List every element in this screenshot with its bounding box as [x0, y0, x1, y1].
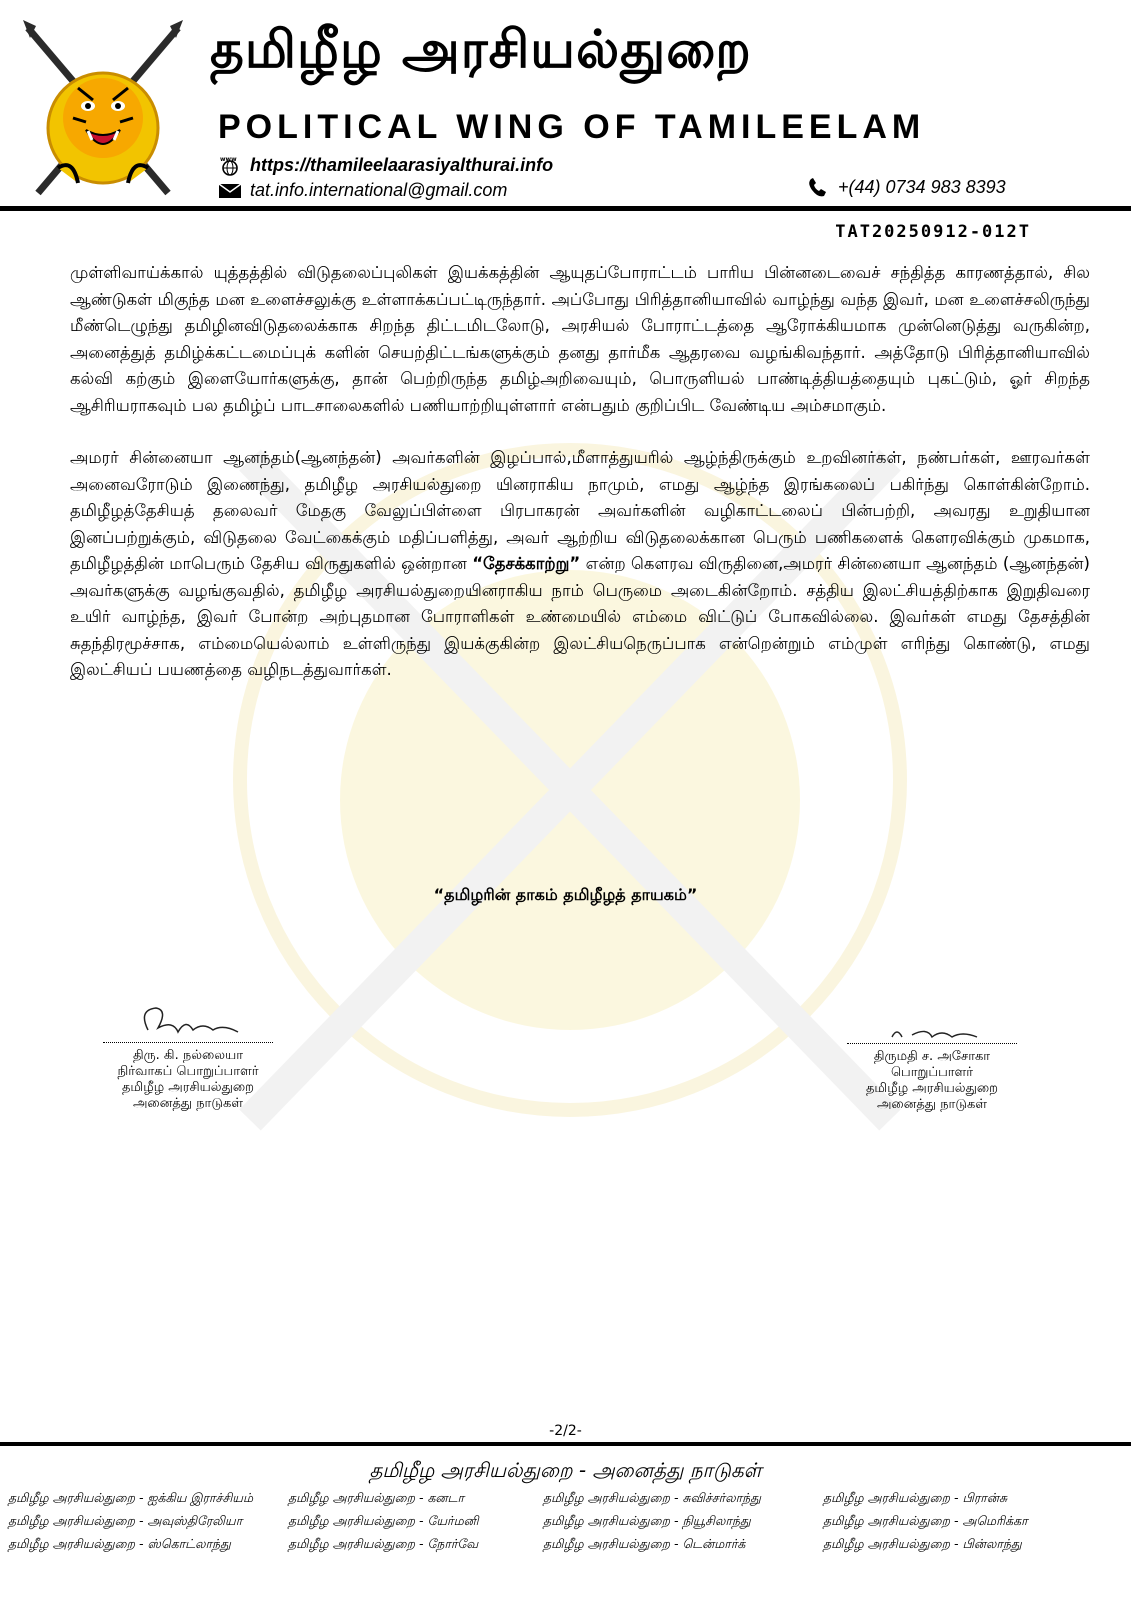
phone-icon — [806, 178, 830, 198]
handwritten-signature — [872, 1025, 992, 1043]
office-item: தமிழீழ அரசியல்துறை - நோர்வே — [288, 1536, 479, 1551]
signatory-name: திரு. கி. நல்லையா — [132, 1048, 244, 1063]
phone-link[interactable] — [806, 177, 1006, 198]
signatory-org: தமிழீழ அரசியல்துறை — [121, 1080, 255, 1095]
office-item: தமிழீழ அரசியல்துறை - அமெரிக்கா — [823, 1513, 1028, 1528]
body-paragraph-part: அமரர் சின்னையா ஆனந்தம்(ஆனந்தன்) அவர்களின் இழப்பால்,மீளாத்துயரில் ஆழ்ந்திருக்கும் உறவினர்கள், நண்பர்கள், ஊரவர்கள் அனைவரோடும் இணைந்து, தமிழீழ அரசியல்துறை யினராகிய நாமும், எமது ஆழ்ந்த இரங்கலைப் பகிர்ந்து கொள்கின்றோம். தமிழீழத்தேசியத் தலைவர் மேதகு வேலுப்பிள்ளை பிரபாகரன் அவர்களின் வழிகாட்டலைப் பின்பற்றி, அவரது உறுதியான இனப்பற்றுக்கும், விடுதலை வேட்கைக்கும் மதிப்பளித்து, அவர் ஆற்றிய விடுதலைக்கான பெரும் பணிகளைக் கௌரவிக்கும் முகமாக, தமிழீழத்தின் மாபெரும் தேசிய விருதுகளில் ஒன்றான — [70, 448, 1090, 573]
www-icon — [218, 156, 242, 176]
email-link[interactable] — [218, 180, 507, 201]
header-title-english: POLITICAL WING OF TAMILEELAM — [218, 108, 926, 146]
envelope-icon — [218, 181, 242, 201]
office-item: தமிழீழ அரசியல்துறை - அவுஸ்திரேலியா — [8, 1513, 243, 1528]
website-url: https://thamileelaarasiyalthurai.info — [250, 155, 554, 175]
body-paragraph: முள்ளிவாய்க்கால் யுத்தத்தில் விடுதலைப்புலிகள் இயக்கத்தின் ஆயுதப்போராட்டம் பாரிய பின்னடைவைச் சந்தித்த காரணத்தால், சில ஆண்டுகள் மிகுந்த மன உளைச்சலுக்கு உள்ளாக்கப்பட்டிருந்தார். அப்போது பிரித்தானியாவில் வாழ்ந்து வந்த இவர், மன உளைச்சலிருந்து மீண்டெழுந்து தமிழினவிடுதலைக்காக சிறந்த திட்டமிடலோடு, அரசியல் போராட்டத்தை ஆரோக்கியமாக முன்னெடுத்து வருகின்ற, அனைத்துத் தமிழ்க்கட்டமைப்புக் களின் செயற்திட்டங்களுக்கும் தனது தார்மீக ஆதரவை வழங்கிவந்தார். அத்தோடு பிரித்தானியாவில் கல்வி கற்கும் இளையோர்களுக்கு, தான் பெற்றிருந்த தமிழ்அறிவையும், பொருளியல் பாண்டித்தியத்தையும் புகட்டும், ஓர் சிறந்த ஆசிரியராகவும் பல தமிழ்ப் பாடசாலைகளில் பணியாற்றியுள்ளார் என்பதும் குறிப்பிட வேண்டிய அம்சமாகும். — [70, 263, 1090, 415]
footer-title: தமிழீழ அரசியல்துறை - அனைத்து நாடுகள் — [369, 1458, 762, 1482]
reference-number: TAT20250912-012T — [835, 222, 1031, 242]
page-number: -2/2- — [549, 1423, 582, 1439]
letter-body — [70, 260, 1090, 710]
office-item: தமிழீழ அரசியல்துறை - டென்மார்க் — [543, 1536, 746, 1551]
body-paragraph — [70, 445, 1090, 684]
footer-divider — [0, 1442, 1131, 1446]
phone-number: +(44) 0734 983 8393 — [838, 177, 1006, 197]
signatory-org: தமிழீழ அரசியல்துறை — [865, 1081, 999, 1096]
office-item: தமிழீழ அரசியல்துறை - பிரான்சு — [823, 1490, 1008, 1505]
email-address: tat.info.international@gmail.com — [250, 180, 508, 200]
signature-block-left — [78, 1000, 298, 1112]
signature-line — [847, 1043, 1017, 1045]
office-item: தமிழீழ அரசியல்துறை - யேர்மனி — [288, 1513, 479, 1528]
office-item: தமிழீழ அரசியல்துறை - ஸ்கொட்லாந்து — [8, 1536, 231, 1551]
tiger-emblem-logo — [18, 18, 188, 208]
signature-line — [103, 1042, 273, 1044]
header-title-tamil: தமிழீழ அரசியல்துறை — [210, 20, 752, 80]
office-item: தமிழீழ அரசியல்துறை - பின்லாந்து — [823, 1536, 1022, 1551]
signatory-role: பொறுப்பாளர் — [890, 1065, 974, 1080]
signatory-role: நிர்வாகப் பொறுப்பாளர் — [117, 1064, 259, 1079]
signatory-scope: அனைத்து நாடுகள் — [132, 1096, 243, 1111]
office-item: தமிழீழ அரசியல்துறை - நியூசிலாந்து — [543, 1513, 751, 1528]
svg-text:www: www — [220, 155, 237, 163]
footer-office-list — [8, 1490, 1123, 1553]
signatory-name: திருமதி ச. அசோகா — [873, 1049, 991, 1064]
award-name: “தேசக்காற்று” — [472, 554, 581, 573]
signature-block-right — [822, 1025, 1042, 1113]
office-item: தமிழீழ அரசியல்துறை - ஐக்கிய இராச்சியம் — [8, 1490, 254, 1505]
header-divider — [0, 206, 1131, 211]
signatory-scope: அனைத்து நாடுகள் — [876, 1097, 987, 1112]
office-item: தமிழீழ அரசியல்துறை - சுவிச்சர்லாந்து — [543, 1490, 761, 1505]
body-paragraph-part: என்ற கௌரவ விருதினை,அமரர் சின்னையா ஆனந்தம் (ஆனந்தன்) அவர்களுக்கு வழங்குவதில், தமிழீழ அரசியல்துறையினராகிய நாம் பெருமை அடைகின்றோம். சத்திய இலட்சியத்திற்காக இறுதிவரை உயிர் வாழ்ந்த, இவர் போன்ற அற்புதமான போராளிகள் உண்மையில் எம்மை விட்டுப் போகவில்லை. இவர்கள் எமது தேசத்தின் சுதந்திரமூச்சாக, எம்மையெல்லாம் உள்ளிருந்து இயக்குகின்ற இலட்சியநெருப்பாக என்றென்றும் எம்முள் எரிந்து கொண்டு, எமது இலட்சியப் பயணத்தை வழிநடத்துவார்கள். — [70, 554, 1090, 679]
slogan: “தமிழரின் தாகம் தமிழீழத் தாயகம்” — [433, 885, 698, 904]
website-link[interactable] — [218, 155, 553, 176]
handwritten-signature — [128, 1000, 248, 1042]
office-item: தமிழீழ அரசியல்துறை - கனடா — [288, 1490, 465, 1505]
